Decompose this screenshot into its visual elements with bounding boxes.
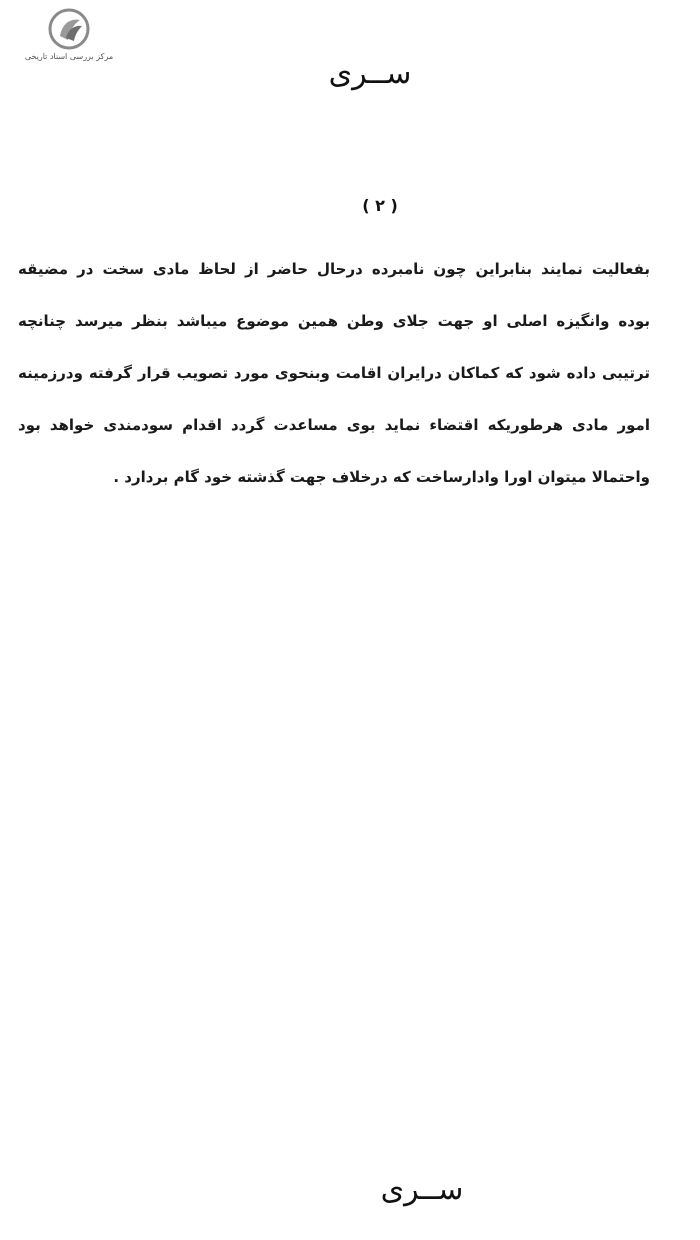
document-body: [18, 252, 650, 512]
archive-logo-text: مرکز بررسی اسناد تاریخی: [24, 52, 114, 61]
footer-classification-stamp: ســری: [380, 1172, 464, 1207]
header-classification-stamp: ســری: [328, 56, 412, 91]
body-line: بوده وانگیزه اصلی او جهت جلای وطن همین موضوع میباشد بنظر میرسد چنانچه: [18, 312, 650, 330]
body-line: ترتیبی داده شود که کماکان درایران اقامت وبنحوی مورد تصویب قرار گرفته ودرزمینه: [18, 364, 650, 382]
archive-logo-icon: [48, 8, 90, 50]
body-line: امور مادی هرطوریکه اقتضاء نماید بوی مساعدت گردد اقدام سودمندی خواهد بود: [18, 416, 650, 434]
body-line: واحتمالا میتوان اورا وادارساخت که درخلاف جهت گذشته خود گام بردارد .: [113, 468, 650, 486]
archive-logo: [14, 8, 124, 66]
page-number: ( ٢ ): [362, 196, 398, 215]
body-line: بفعالیت نمایند بنابراین چون نامبرده درحال حاضر از لحاظ مادی سخت در مضیقه: [18, 260, 650, 278]
